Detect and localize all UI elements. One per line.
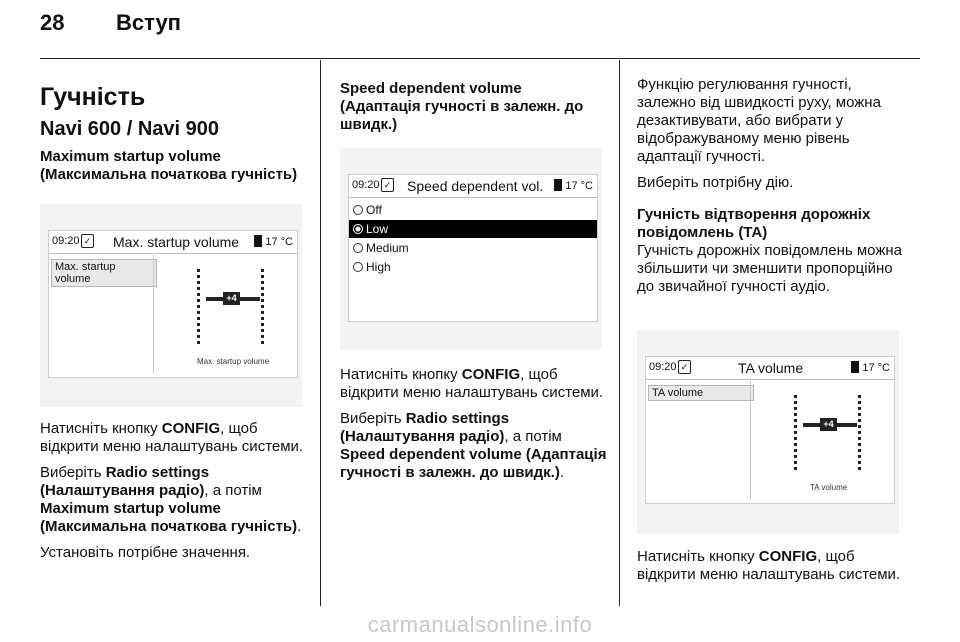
scale-dot <box>794 401 797 404</box>
scale-dot <box>858 413 861 416</box>
scale-dot <box>858 401 861 404</box>
status-bar <box>49 231 297 254</box>
scale-dot <box>261 335 264 338</box>
item-title-max-startup: Maximum startup volume (Максимальна початкова гучність) <box>40 148 298 183</box>
paragraph-function-desc: Функцію регулювання гучності, залежно від швидкості руху, можна дезактивувати, або вибрати у відображуваному меню рівень адаптації гучності. <box>637 76 881 165</box>
radio-selected-icon <box>353 224 363 234</box>
scale-dot <box>261 287 264 290</box>
scale-dot <box>197 323 200 326</box>
slider-scale-right <box>858 395 861 473</box>
page-number: 28 <box>40 10 65 35</box>
column-2-text <box>340 366 610 490</box>
scale-dot <box>858 449 861 452</box>
header-divider <box>40 58 920 59</box>
scale-dot <box>261 275 264 278</box>
scale-dot <box>858 461 861 464</box>
clock-time: 09:20 <box>52 235 80 247</box>
scale-dot <box>858 455 861 458</box>
radio-icon <box>353 205 363 215</box>
scale-dot <box>197 329 200 332</box>
scale-dot <box>858 443 861 446</box>
scale-dot <box>197 335 200 338</box>
screenshot-ta-volume <box>637 330 899 534</box>
scale-dot <box>261 311 264 314</box>
check-icon: ✓ <box>81 234 94 248</box>
paragraph-ta-desc: Гучність дорожніх повідомлень можна збільшити чи зменшити пропорційно до звичайної гучності аудіо. <box>637 242 903 295</box>
item-title-speed-dependent: Speed dependent volume (Адаптація гучності в залежн. до швидк.) <box>340 80 584 133</box>
option-high[interactable]: High <box>353 258 391 276</box>
scale-dot <box>197 311 200 314</box>
check-icon: ✓ <box>678 360 691 374</box>
scale-dot <box>794 431 797 434</box>
scale-dot <box>197 287 200 290</box>
scale-dot <box>261 329 264 332</box>
scale-dot <box>794 443 797 446</box>
column-1 <box>40 82 302 184</box>
scale-dot <box>794 413 797 416</box>
clock-time: 09:20 <box>649 361 677 373</box>
screen-title: TA volume <box>738 360 804 376</box>
status-bar <box>646 357 894 380</box>
scale-dot <box>858 431 861 434</box>
scale-dot <box>197 341 200 344</box>
scale-dot <box>858 395 861 398</box>
thermometer-icon <box>554 179 562 191</box>
scale-dot <box>261 299 264 302</box>
scale-dot <box>794 461 797 464</box>
slider-value: +4 <box>223 292 240 305</box>
scale-dot <box>197 269 200 272</box>
scale-dot <box>858 407 861 410</box>
option-low[interactable]: Low <box>349 220 597 238</box>
thermometer-icon <box>254 235 262 247</box>
check-icon: ✓ <box>381 178 394 192</box>
paragraph-select-radio: Виберіть Radio settings (Налаштування радіо), а потім Maximum startup volume (Максимальна початкова гучність). <box>40 464 302 535</box>
scale-dot <box>794 419 797 422</box>
column-divider-2 <box>619 60 620 606</box>
paragraph-select-radio: Виберіть Radio settings (Налаштування радіо), а потім Speed dependent volume (Адаптація гучності в залежн. до швидк.). <box>340 410 607 481</box>
temperature: 17 °C <box>554 179 593 192</box>
menu-item-ta-volume[interactable]: TA volume <box>648 385 754 401</box>
column-2 <box>340 80 602 134</box>
scale-dot <box>261 323 264 326</box>
scale-dot <box>261 341 264 344</box>
scale-dot <box>794 455 797 458</box>
heading-volume: Гучність <box>40 83 146 111</box>
slider-scale-right <box>261 269 264 347</box>
scale-dot <box>794 395 797 398</box>
column-3 <box>637 76 907 304</box>
scale-dot <box>261 305 264 308</box>
scale-dot <box>858 425 861 428</box>
display-screen <box>348 174 598 322</box>
slider-value: +4 <box>820 418 837 431</box>
radio-icon <box>353 243 363 253</box>
clock-time: 09:20 <box>352 179 380 191</box>
screen-title: Max. startup volume <box>113 234 240 250</box>
menu-item-max-startup[interactable]: Max. startup volume <box>51 259 157 287</box>
screenshot-max-startup-volume <box>40 204 302 407</box>
screen-title: Speed dependent vol. <box>407 178 544 194</box>
slider-caption: Max. startup volume <box>197 357 270 366</box>
scale-dot <box>197 305 200 308</box>
slider-scale-left <box>794 395 797 473</box>
scale-dot <box>794 467 797 470</box>
subheading-navi: Navi 600 / Navi 900 <box>40 118 220 140</box>
scale-dot <box>794 425 797 428</box>
paragraph-set-value: Установіть потрібне значення. <box>40 544 251 561</box>
scale-dot <box>197 299 200 302</box>
scale-dot <box>261 269 264 272</box>
watermark-footer: carmanualsonline.info <box>367 612 593 637</box>
scale-dot <box>261 293 264 296</box>
paragraph-press-config: Натисніть кнопку CONFIG, щоб відкрити меню налаштувань системи. <box>637 548 901 583</box>
column-divider-1 <box>320 60 321 606</box>
scale-dot <box>197 317 200 320</box>
section-title: Вступ <box>116 10 181 35</box>
scale-dot <box>197 293 200 296</box>
paragraph-press-config: Натисніть кнопку CONFIG, щоб відкрити меню налаштувань системи. <box>40 420 304 455</box>
scale-dot <box>261 281 264 284</box>
paragraph-press-config: Натисніть кнопку CONFIG, щоб відкрити меню налаштувань системи. <box>340 366 604 401</box>
slider-caption: TA volume <box>810 483 848 492</box>
scale-dot <box>858 467 861 470</box>
display-screen <box>645 356 895 504</box>
screenshot-speed-dependent-volume <box>340 148 602 350</box>
status-bar <box>349 175 597 198</box>
scale-dot <box>261 317 264 320</box>
scale-dot <box>197 275 200 278</box>
radio-icon <box>353 262 363 272</box>
column-1-text <box>40 420 310 570</box>
option-off[interactable]: Off <box>353 201 382 219</box>
column-3-text <box>637 548 907 592</box>
paragraph-select-action: Виберіть потрібну дію. <box>637 174 794 191</box>
option-medium[interactable]: Medium <box>353 239 409 257</box>
scale-dot <box>794 407 797 410</box>
item-title-ta-volume: Гучність відтворення дорожніх повідомлень (TA) <box>637 206 871 241</box>
thermometer-icon <box>851 361 859 373</box>
scale-dot <box>794 437 797 440</box>
scale-dot <box>858 437 861 440</box>
scale-dot <box>197 281 200 284</box>
temperature: 17 °C <box>851 361 890 374</box>
display-screen <box>48 230 298 378</box>
temperature: 17 °C <box>254 235 293 248</box>
scale-dot <box>794 449 797 452</box>
scale-dot <box>858 419 861 422</box>
slider-scale-left <box>197 269 200 347</box>
